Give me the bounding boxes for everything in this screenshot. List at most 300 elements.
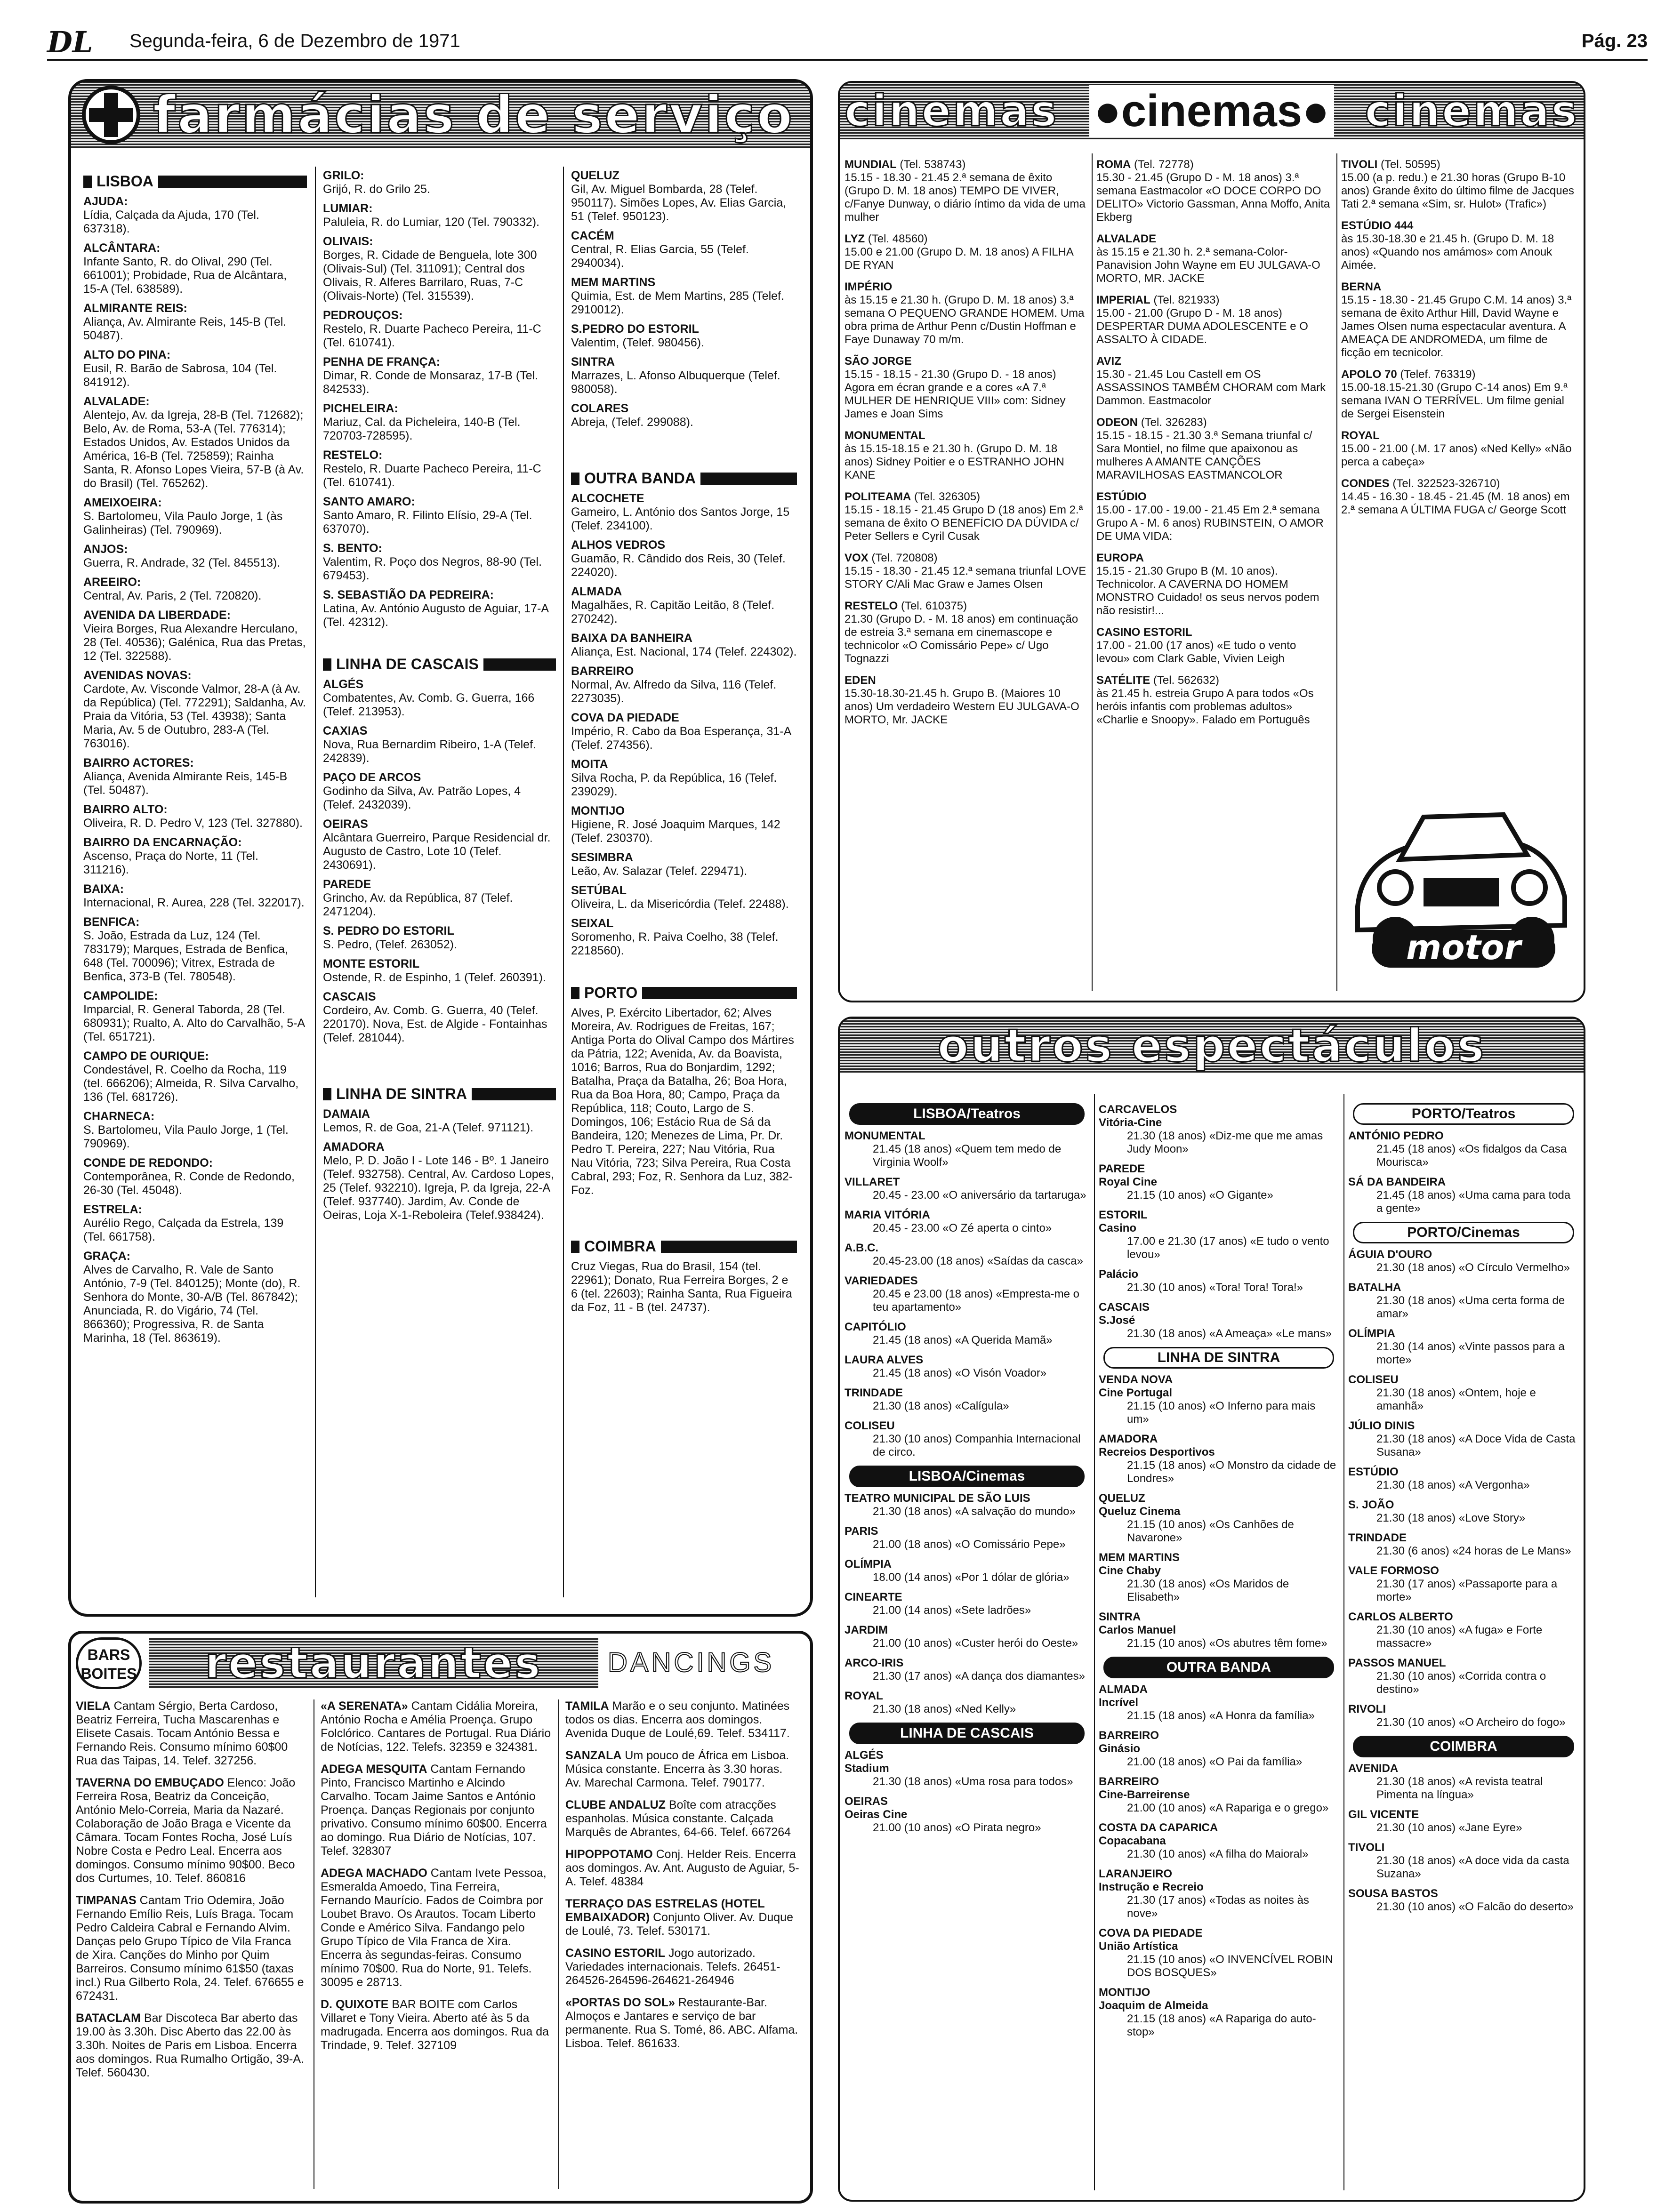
show-listing: [845, 1795, 1089, 1835]
show-details: 21.30 (10 anos) Companhia Internacional de circo.: [873, 1433, 1081, 1459]
cinema-heading: [1096, 355, 1332, 368]
pharmacy-details: Valentim, (Telef. 980456).: [571, 336, 705, 349]
locality-name: QUELUZ: [571, 169, 619, 182]
show-listing: [845, 1690, 1089, 1716]
pharmacy-entry: [323, 878, 556, 919]
venue-name: TRINDADE: [1348, 1531, 1407, 1544]
show-details: 21.30 (18 anos) «Ned Kelly»: [873, 1703, 1016, 1715]
pharmacy-details: Soromenho, R. Paiva Coelho, 38 (Telef. 2218560).: [571, 930, 779, 957]
pharmacy-details: S. Bartolomeu, Vila Paulo Jorge, 1 (às Galinheiras) (Tel. 790969).: [83, 510, 283, 537]
show-details: 21.15 (18 anos) «O Monstro da cidade de Londres»: [1127, 1459, 1336, 1485]
pharmacy-entry: [571, 665, 797, 705]
show-listing: [1348, 1466, 1579, 1492]
locality-name: BAIRRO DA ENCARNAÇÃO:: [83, 836, 242, 849]
pharmacy-entry: [323, 771, 556, 812]
cinemas-section: [838, 81, 1585, 1002]
venue-name: OLÍMPIA: [845, 1558, 892, 1571]
pharmacy-details: Imparcial, R. General Taborda, 28 (Tel. 680931); Rualto, A. Alto do Carvalhão, 5-A (Tel. 651721).: [83, 1003, 305, 1043]
show-details: 20.45-23.00 (18 anos) «Saídas da casca»: [873, 1255, 1083, 1267]
column-divider: [1094, 1094, 1095, 2190]
locality-name: S.PEDRO DO ESTORIL: [571, 322, 699, 336]
restaurantes-col-1: [76, 1699, 306, 2194]
cinema-program: 15.30 - 21.45 (Grupo D - M. 18 anos) 3.ª semana Eastmacolor «O DOCE CORPO DO DELITO» Victorio Gassman, Anna Moffo, Anita Ekberg: [1096, 171, 1330, 224]
cinema-name: EUROPA: [1096, 552, 1144, 564]
pharmacy-details: Combatentes, Av. Comb. G. Guerra, 166 (Telef. 213953).: [323, 691, 535, 718]
show-listing: [1099, 1162, 1339, 1202]
locality-name: OLIVAIS:: [323, 235, 373, 248]
show-details: 20.45 - 23.00 «O Zé aperta o cinto»: [873, 1222, 1052, 1234]
venue-sub: Queluz Cinema: [1099, 1505, 1181, 1518]
cinema-name: LYZ: [845, 232, 865, 245]
show-details: 21.30 (18 anos) «A salvação do mundo»: [873, 1505, 1076, 1518]
cinemas-title-right: cinemas: [1365, 86, 1579, 136]
label-porto-teatros: PORTO/Teatros: [1353, 1103, 1574, 1125]
cinema-listing: [1096, 232, 1332, 285]
restaurantes-title: restaurantes: [205, 1637, 542, 1688]
pharmacy-entry: [83, 1156, 307, 1197]
venue-name: SINTRA: [1099, 1611, 1141, 1623]
locality-name: CHARNECA:: [83, 1110, 155, 1123]
issue-date: Segunda-feira, 6 de Dezembro de 1971: [129, 31, 460, 51]
pharmacy-details: Lemos, R. de Goa, 21-A (Telef. 971121).: [323, 1121, 534, 1134]
show-details: 20.45 e 23.00 (18 anos) «Empresta-me o teu apartamento»: [873, 1288, 1079, 1314]
show-details: 21.45 (18 anos) «Quem tem medo de Virginia Woolf»: [873, 1143, 1062, 1169]
pharmacy-entry: [83, 803, 307, 830]
pharmacy-entry: [323, 355, 556, 396]
restaurant-details: Boîte com atracções espanholas. Música constante. Calçada Marquês de Abrantes, 64-66. Telef. 667264: [565, 1798, 791, 1839]
show-details: 21.30 (10 anos) «Jane Eyre»: [1376, 1821, 1522, 1834]
show-listing: [1348, 1248, 1579, 1274]
venue-sub: Carlos Manuel: [1099, 1624, 1176, 1636]
pharmacy-details: Aliança, Est. Nacional, 174 (Telef. 224302).: [571, 645, 797, 658]
show-listing: [845, 1242, 1089, 1268]
locality-name: PICHELEIRA:: [323, 402, 398, 415]
show-listing: [845, 1591, 1089, 1617]
venue-name: AMADORA: [1099, 1433, 1158, 1445]
label-lisboa-cinemas: LISBOA/Cinemas: [849, 1466, 1085, 1487]
venue-name: ANTÓNIO PEDRO: [1348, 1130, 1444, 1142]
column-divider: [558, 1699, 559, 2189]
venue-name: MEM MARTINS: [1099, 1551, 1180, 1564]
cinema-name: ESTÚDIO: [1096, 490, 1147, 503]
venue-name: ESTÚDIO: [1348, 1466, 1399, 1478]
restaurant-entry: [565, 1947, 801, 1988]
pharmacy-details: Santo Amaro, R. Filinto Elísio, 29-A (Tel. 637070).: [323, 509, 532, 536]
venue-sub: Copacabana: [1099, 1835, 1166, 1847]
restaurant-details: Um pouco de África em Lisboa. Música constante. Encerra às 3.30 horas. Av. Marechal Carmona. Telef. 790177.: [565, 1749, 789, 1789]
farmacias-banner: [71, 82, 810, 148]
pharmacy-entry: [323, 309, 556, 350]
venue-name: SOUSA BASTOS: [1348, 1887, 1438, 1900]
cinema-phone: (Tel. 562632): [1153, 674, 1219, 687]
pharmacy-details: S. Bartolomeu, Vila Paulo Jorge, 1 (Tel. 790969).: [83, 1123, 289, 1150]
pharmacy-entry: [323, 1107, 556, 1135]
cinema-program: às 15.30-18.30 e 21.45 h. (Grupo D. M. 18 anos) «Quando nos amámos» com Anouk Aimée.: [1341, 232, 1554, 272]
cinema-listing: [1341, 219, 1579, 272]
cinema-name: AVIZ: [1096, 355, 1121, 368]
pharmacy-entry: [83, 836, 307, 877]
pharmacy-details: Restelo, R. Duarte Pacheco Pereira, 11-C (Tel. 610741).: [323, 322, 541, 349]
venue-sub: Cine Portugal: [1099, 1387, 1173, 1399]
pharmacy-details: Marrazes, L. Afonso Albuquerque (Telef. 980058).: [571, 369, 780, 396]
farmacias-section: [68, 79, 813, 1617]
locality-name: SINTRA: [571, 355, 615, 369]
restaurant-details: Cantam Trio Odemira, João Fernando Emílio Reis, Luís Braga. Tocam Pedro Caldeira Cabral e Fernando Alvim. Danças pelo Grupo Típico de Vila Franca de Xira. Canções do Minho por Quim Barreiros. Consumo mínimo 61$50 (taxas incl.) Rua Gilberto Rola, 24. Telef. 676655 e 672431.: [76, 1894, 304, 2003]
show-details: 21.45 (18 anos) «Os fidalgos da Casa Mourisca»: [1376, 1143, 1567, 1169]
locality-name: CASCAIS: [323, 990, 376, 1003]
venue-name: MARIA VITÓRIA: [845, 1209, 930, 1221]
restaurant-name: TERRAÇO DAS ESTRELAS (HOTEL EMBAIXADOR): [565, 1897, 765, 1924]
show-details: 21.30 (10 anos) «Corrida contra o destino»: [1376, 1670, 1546, 1696]
venue-name: BATALHA: [1348, 1281, 1401, 1294]
restaurant-details: Cantam Sérgio, Berta Cardoso, Beatriz Ferreira, Tucha Mascarenhas e Elisete Casais. Tocam António Bessa e Fernando Reis. Consumo mínimo 60$00 Rua das Taipas, 14. Telef. 327256.: [76, 1699, 288, 1767]
restaurantes-col-2: [321, 1699, 551, 2194]
pharmacy-entry: [571, 355, 797, 396]
locality-name: BAIXA:: [83, 882, 124, 896]
motor-car-illustration: [1343, 789, 1579, 977]
pharmacy-details: Godinho da Silva, Av. Patrão Lopes, 4 (Telef. 2432039).: [323, 785, 521, 811]
show-details: 21.15 (10 anos) «O Gigante»: [1127, 1189, 1273, 1202]
restaurant-name: «PORTAS DO SOL»: [565, 1996, 675, 2009]
locality-name: AMADORA: [323, 1140, 385, 1154]
venue-sub: Stadium: [845, 1762, 889, 1775]
venue-name: COLISEU: [1348, 1373, 1399, 1386]
venue-name: VENDA NOVA: [1099, 1373, 1173, 1386]
pharmacy-details: Latina, Av. António Augusto de Aguiar, 17-A (Tel. 42312).: [323, 602, 548, 629]
pharmacy-entry: [571, 804, 797, 845]
cinema-program: 15.15 - 18.30 - 21.45 12.ª semana triunfal LOVE STORY C/Ali Mac Graw e James Olsen: [845, 565, 1086, 591]
show-details: 21.30 (18 anos) «Uma certa forma de amar»: [1376, 1294, 1565, 1320]
cinema-listing: [1341, 281, 1579, 360]
pharmacy-entry: [83, 543, 307, 570]
restaurant-details: Conj. Helder Reis. Encerra aos domingos. Av. Ant. Augusto de Aguiar, 5-A. Telef. 48384: [565, 1848, 799, 1888]
cinema-heading: [1096, 490, 1332, 504]
locality-name: SETÚBAL: [571, 884, 627, 897]
pharmacy-entry: [571, 917, 797, 958]
restaurant-details: Elenco: João Ferreira Rosa, Beatriz da Conceição, António Melo-Correia, Maria da Nazaré. Colaboração de João Braga e Vicente da Câmara. Tocam Fontes Rocha, José Luís Nobre Costa e Pedro Leal. Encerra aos domingos. Consumo mínimo 90$00. Beco dos Curtumes, 10. Telef. 860816: [76, 1776, 296, 1885]
locality-name: OEIRAS: [323, 817, 368, 831]
restaurant-entry: [76, 1699, 306, 1768]
cinema-name: IMPÉRIO: [845, 281, 893, 293]
cinema-heading: [1096, 294, 1332, 307]
venue-sub: S.José: [1099, 1314, 1135, 1327]
cinema-heading: [1096, 232, 1332, 246]
show-listing: [1099, 1927, 1339, 1980]
pharmacy-details: Gameiro, L. António dos Santos Jorge, 15 (Telef. 234100).: [571, 505, 790, 532]
restaurant-name: ADEGA MESQUITA: [321, 1763, 427, 1776]
locality-name: BENFICA:: [83, 915, 140, 929]
pharmacy-entry: [83, 241, 307, 296]
pharmacy-details: Aliança, Avenida Almirante Reis, 145-B (Tel. 50487).: [83, 770, 288, 797]
locality-name: LUMIAR:: [323, 202, 373, 215]
restaurant-details: Cantam Fernando Pinto, Francisco Martinho e Alcindo Carvalho. Tocam Jaime Santos e António Proença. Danças Regionais por conjunto privativo. Consumo mínimo 60$00. Encerra ao domingo. Rua Diário de Notícias, 107. Telef. 328307: [321, 1763, 547, 1858]
locality-name: S. SEBASTIÃO DA PEDREIRA:: [323, 588, 494, 601]
show-details: 21.00 (14 anos) «Sete ladrões»: [873, 1604, 1031, 1617]
pharmacy-details: Silva Rocha, P. da República, 16 (Telef. 239029).: [571, 771, 777, 798]
locality-name: SESIMBRA: [571, 851, 633, 864]
pharmacy-entry: [83, 395, 307, 490]
restaurant-entry: [76, 1776, 306, 1885]
cinema-program: 15.15 - 21.30 Grupo B (M. 10 anos). Technicolor. A CAVERNA DO HOMEM MONSTRO Cuidado! os seus nervos podem não resistir!...: [1096, 565, 1319, 617]
show-details: 21.30 (18 anos) «Love Story»: [1376, 1512, 1526, 1524]
cinema-name: ROMA: [1096, 158, 1131, 171]
pharmacy-details: Grincho, Av. da República, 87 (Telef. 2471204).: [323, 891, 513, 918]
venue-name: TRINDADE: [845, 1387, 903, 1399]
show-listing: [1348, 1762, 1579, 1802]
show-details: 21.30 (17 anos) «A dança dos diamantes»: [873, 1670, 1085, 1683]
restaurant-name: SANZALA: [565, 1749, 622, 1762]
outros-espectaculos-section: [838, 1017, 1585, 2202]
column-divider: [1092, 153, 1093, 991]
cinema-listing: [845, 429, 1087, 482]
show-listing: [845, 1321, 1089, 1347]
cinema-listing: [1096, 158, 1332, 224]
pharmacy-details: Central, Av. Paris, 2 (Tel. 720820).: [83, 589, 262, 602]
pharmacy-details: Mariuz, Cal. da Picheleira, 140-B (Tel. 720703-728595).: [323, 416, 521, 442]
venue-name: PARIS: [845, 1525, 878, 1538]
locality-name: CAMPOLIDE:: [83, 989, 158, 1002]
show-listing: [1099, 1775, 1339, 1815]
show-listing: [1348, 1531, 1579, 1558]
show-listing: [1099, 1301, 1339, 1340]
cinema-name: ROYAL: [1341, 429, 1380, 442]
pharmacy-entry: [83, 882, 307, 910]
locality-name: MONTE ESTORIL: [323, 957, 420, 970]
pharmacy-details: Quimia, Est. de Mem Martins, 285 (Telef. 2910012).: [571, 289, 784, 316]
show-details: 21.00 (18 anos) «O Comissário Pepe»: [873, 1538, 1066, 1551]
venue-sub: Cine Chaby: [1099, 1564, 1161, 1577]
venue-name: OEIRAS: [845, 1795, 888, 1808]
venue-name: BARREIRO: [1099, 1775, 1159, 1788]
cinema-program: 15.15 - 18.15 - 21.30 3.ª Semana triunfal c/ Sara Montiel, no filme que apaixonou as mulheres A AMANTE CANÇÕES MARAVILHOSAS EASTMANCOLOR: [1096, 429, 1312, 481]
restaurant-entry: [76, 1894, 306, 2003]
venue-name: LAURA ALVES: [845, 1354, 924, 1366]
cinema-program: 15.00 - 21.00 (Grupo D - M. 18 anos) DESPERTAR DUMA ADOLESCENTE e O ASSALTO À CIDADE.: [1096, 307, 1308, 346]
locality-name: ALVALADE:: [83, 395, 150, 408]
cinema-name: MONUMENTAL: [845, 429, 925, 442]
locality-name: AVENIDAS NOVAS:: [83, 669, 192, 682]
cinema-listing: [845, 355, 1087, 421]
locality-name: MEM MARTINS: [571, 276, 656, 289]
venue-name: GIL VICENTE: [1348, 1808, 1419, 1821]
cinema-program: 17.00 - 21.00 (17 anos) «E tudo o vento levou» com Clark Gable, Vivien Leigh: [1096, 639, 1296, 665]
locality-name: ALTO DO PINA:: [83, 348, 171, 361]
label-outra-banda: OUTRA BANDA: [1103, 1657, 1334, 1678]
venue-name: PASSOS MANUEL: [1348, 1657, 1446, 1669]
restaurant-name: CASINO ESTORIL: [565, 1947, 666, 1960]
cinema-heading: [1096, 416, 1332, 429]
venue-sub: Joaquim de Almeida: [1099, 1999, 1208, 2012]
pharmacy-entry: [323, 957, 556, 985]
motor-label: motor: [1406, 928, 1521, 967]
show-details: 21.30 (6 anos) «24 horas de Le Mans»: [1376, 1545, 1571, 1557]
cinema-listing: [1341, 158, 1579, 211]
pharmacy-details: S. João, Estrada da Luz, 124 (Tel. 783179); Marques, Estrada de Benfica, 648 (Tel. 700096); Vitrex, Estrada de Benfica, 373-B (Tel. 780548).: [83, 929, 288, 983]
locality-name: AVENIDA DA LIBERDADE:: [83, 609, 231, 622]
show-details: 21.00 (10 anos) «A Rapariga e o grego»: [1127, 1802, 1329, 1814]
locality-name: SEIXAL: [571, 917, 614, 930]
pharmacy-details: Ostende, R. de Espinho, 1 (Telef. 260391).: [323, 971, 546, 984]
show-listing: [1348, 1841, 1579, 1881]
locality-name: GRILO:: [323, 169, 364, 182]
locality-name: CACÉM: [571, 229, 614, 242]
locality-name: DAMAIA: [323, 1107, 370, 1121]
cinemas-col-1: [845, 158, 1087, 996]
show-details: 21.30 (18 anos) «A Doce Vida de Casta Susana»: [1376, 1433, 1576, 1459]
show-details: 21.30 (10 anos) «O Archeiro do fogo»: [1376, 1716, 1566, 1729]
label-lisboa-teatros: LISBOA/Teatros: [849, 1103, 1085, 1125]
pharmacy-details: Infante Santo, R. do Olival, 290 (Tel. 661001); Probidade, Rua de Alcântara, 15-A (Tel. 638589).: [83, 255, 287, 296]
venue-name: MONUMENTAL: [845, 1130, 925, 1142]
show-listing: [1348, 1327, 1579, 1367]
pharmacy-cross-icon: [80, 84, 142, 145]
restaurant-name: ADEGA MACHADO: [321, 1867, 427, 1880]
locality-name: BAIXA DA BANHEIRA: [571, 632, 692, 645]
venue-name: VALE FORMOSO: [1348, 1564, 1439, 1577]
cinema-program: 21.30 (Grupo D. - M. 18 anos) em continuação de estreia 3.ª semana em cinemascope e technicolor «O Comissário Pepe» c/ Ugo Tognazzi: [845, 613, 1078, 665]
cinemas-col-3: [1341, 158, 1579, 746]
pharmacy-entry: [323, 817, 556, 872]
show-listing: [845, 1176, 1089, 1202]
venue-name: COSTA DA CAPARICA: [1099, 1821, 1218, 1834]
pharmacy-details: Alcântara Guerreiro, Parque Residencial dr. Augusto de Castro, Lote 10 (Telef. 2430691).: [323, 831, 551, 872]
cinema-listing: [1341, 429, 1579, 469]
bars-boites-badge: BARS BOITES: [76, 1637, 142, 1689]
cinema-heading: [1341, 368, 1579, 381]
pharmacy-details: Gil, Av. Miguel Bombarda, 28 (Telef. 950117). Simões Lopes, Av. Elias Garcia, 51 (Telef. 950123).: [571, 183, 787, 223]
section-heading-sintra: LINHA DE SINTRA: [323, 1087, 556, 1101]
cinema-name: IMPERIAL: [1096, 294, 1150, 306]
cinema-heading: [845, 600, 1087, 613]
cinema-name: ALVALADE: [1096, 232, 1157, 245]
cinema-program: às 15.15 e 21.30 h. 2.ª semana-Color-Panavision John Wayne em EU JULGAVA-O MORTO, MR. JACKE: [1096, 246, 1320, 285]
restaurant-details: Bar Discoteca Bar aberto das 19.00 às 3.30h. Disc Aberto das 22.00 às 3.30h. Noites de Paris em Lisboa. Encerra aos domingos. Rua Rumalho Ortigão, 39-A. Telef. 560430.: [76, 2012, 304, 2079]
cinema-listing: [1096, 626, 1332, 665]
venue-sub: Vitória-Cine: [1099, 1116, 1162, 1129]
cinema-heading: [845, 674, 1087, 687]
show-details: 21.15 (18 anos) «A Honra da família»: [1127, 1709, 1315, 1722]
show-listing: [845, 1624, 1089, 1650]
pharmacy-details: Borges, R. Cidade de Benguela, lote 300 (Olivais-Sul) (Tel. 311091); Central dos Olivais, R. Alferes Barrilaro, Ruas, 7-C (Olivais-Norte) (Tel. 315539).: [323, 248, 537, 303]
restaurant-entry: [565, 1798, 801, 1839]
show-listing: [1099, 1551, 1339, 1604]
venue-name: ESTORIL: [1099, 1209, 1148, 1221]
cinema-phone: (Tel. 821933): [1153, 294, 1220, 306]
show-listing: [845, 1492, 1089, 1518]
restaurant-entry: [565, 1749, 801, 1790]
restaurantes-col-3: [565, 1699, 801, 2194]
show-listing: [1348, 1281, 1579, 1321]
pharmacy-entry: [323, 924, 556, 952]
show-listing: [1348, 1373, 1579, 1413]
pharmacy-entry: [571, 229, 797, 270]
outros-col-3: [1348, 1103, 1579, 2195]
cinema-listing: [1096, 674, 1332, 727]
porto-pharmacies: Alves, P. Exército Libertador, 62; Alves Moreira, Av. Rodrigues de Freitas, 167; Antiga Porta do Olival Campo dos Mártires da Pátria, 122; Avenida, Av. da Boavista, 1016; Barros, Rua do Bonjardim, 1292; Batalha, Praça da Batalha, 26; Boa Hora, Rua da Boa Hora, 80; Campo, Praça da República, 118; Couto, Largo de S. Domingos, 106; Estácio Rua de Sá da Bandeira, 120; Menezes de Lima, Pr. Dr. Pedro T. Pereira, 227; Nau Vitória, Rua Nau Vitória, 723; Silva Pereira, Rua Costa Cabral, 293; Foz, R. Senhora da Luz, 382-Foz.: [571, 1006, 794, 1197]
cinema-program: 15.00-18.15-21.30 (Grupo C-14 anos) Em 9.ª semana IVAN O TERRÍVEL. Um filme genial de Sergei Eisenstein: [1341, 381, 1568, 420]
locality-name: AMEIXOEIRA:: [83, 496, 162, 509]
cinema-program: 14.45 - 16.30 - 18.45 - 21.45 (M. 18 anos) em 2.ª semana A ÚLTIMA FUGA c/ George Scott: [1341, 490, 1570, 516]
section-heading-cascais: LINHA DE CASCAIS: [323, 657, 556, 671]
venue-name: SÁ DA BANDEIRA: [1348, 1176, 1446, 1188]
pharmacy-entry: [571, 884, 797, 911]
show-details: 21.30 (18 anos) «O Círculo Vermelho»: [1376, 1261, 1570, 1274]
locality-name: MOITA: [571, 758, 608, 771]
venue-sub: Cine-Barreirense: [1099, 1788, 1190, 1801]
venue-name: ALMADA: [1099, 1683, 1148, 1696]
pharmacy-entry: [323, 678, 556, 719]
cinema-heading: [845, 429, 1087, 442]
newspaper-logo: DL: [47, 25, 93, 59]
show-listing: [1099, 1268, 1339, 1294]
pharmacy-entry: [571, 851, 797, 878]
column-divider: [1343, 1094, 1344, 2190]
show-listing: [1348, 1564, 1579, 1604]
show-details: 21.30 (14 anos) «Vinte passos para a morte»: [1376, 1340, 1565, 1366]
venue-name: COVA DA PIEDADE: [1099, 1927, 1203, 1940]
restaurant-name: HIPOPPOTAMO: [565, 1848, 653, 1861]
show-details: 21.45 (18 anos) «O Visón Voador»: [873, 1367, 1047, 1379]
pharmacy-entry: [571, 538, 797, 579]
venue-name: CINEARTE: [845, 1591, 902, 1603]
restaurant-entry: [321, 1998, 551, 2052]
dancings-label: DANCINGS: [608, 1647, 775, 1678]
locality-name: ALHOS VEDROS: [571, 538, 666, 552]
cinema-listing: [1096, 355, 1332, 408]
locality-name: ANJOS:: [83, 543, 128, 556]
show-details: 21.30 (18 anos) «A Vergonha»: [1376, 1479, 1530, 1491]
restaurant-name: «A SERENATA»: [321, 1699, 408, 1713]
show-details: 21.30 (18 anos) «A Ameaça» «Le mans»: [1127, 1327, 1332, 1340]
restaurant-name: CLUBE ANDALUZ: [565, 1798, 666, 1811]
locality-name: S. BENTO:: [323, 542, 382, 555]
locality-name: AJUDA:: [83, 195, 128, 208]
restaurant-name: D. QUIXOTE: [321, 1998, 389, 2011]
cinema-listing: [1096, 552, 1332, 617]
venue-sub: Incrível: [1099, 1696, 1139, 1709]
cinema-heading: [845, 552, 1087, 565]
cinema-name: MUNDIAL: [845, 158, 897, 171]
show-details: 18.00 (14 anos) «Por 1 dólar de glória»: [873, 1571, 1070, 1584]
show-listing: [1348, 1808, 1579, 1835]
section-heading-coimbra: COIMBRA: [571, 1240, 797, 1253]
cinema-name: POLITEAMA: [845, 490, 911, 503]
cinema-program: às 21.45 h. estreia Grupo A para todos «Os heróis infantis com problemas adultos» «Charlie e Snoopy». Falado em Português: [1096, 687, 1314, 726]
pharmacy-entry: [83, 989, 307, 1044]
venue-name: JARDIM: [845, 1624, 888, 1636]
label-coimbra: COIMBRA: [1353, 1736, 1574, 1757]
restaurant-details: Jogo autorizado. Variedades internacionais. Telefs. 26451-264526-264596-264621-264946: [565, 1947, 780, 1987]
show-details: 17.00 e 21.30 (17 anos) «E tudo o vento levou»: [1127, 1235, 1329, 1261]
show-details: 21.30 (10 anos) «A filha do Maioral»: [1127, 1848, 1309, 1860]
locality-name: ESTRELA:: [83, 1203, 142, 1216]
pharmacy-details: Abreja, (Telef. 299088).: [571, 416, 693, 429]
venue-name: QUELUZ: [1099, 1492, 1145, 1505]
show-listing: [845, 1419, 1089, 1459]
cinema-program: 15.00 - 17.00 - 19.00 - 21.45 Em 2.ª semana Grupo A - M. 6 anos) RUBINSTEIN, O AMOR DE UMA VIDA:: [1096, 504, 1324, 543]
restaurant-details: Conjunto Oliver. Av. Duque de Loulé, 73. Telef. 530171.: [565, 1911, 793, 1938]
pharmacy-details: Higiene, R. José Joaquim Marques, 142 (Telef. 230370).: [571, 818, 780, 845]
cinema-name: TIVOLI: [1341, 158, 1378, 171]
venue-sub: Instrução e Recreio: [1099, 1881, 1204, 1893]
show-listing: [845, 1657, 1089, 1683]
show-listing: [1099, 1683, 1339, 1723]
restaurant-name: BATACLAM: [76, 2012, 141, 2025]
show-listing: [845, 1558, 1089, 1584]
venue-name: RIVOLI: [1348, 1703, 1386, 1715]
cinema-heading: [1341, 281, 1579, 294]
venue-name: ÁGUIA D'OURO: [1348, 1248, 1432, 1261]
